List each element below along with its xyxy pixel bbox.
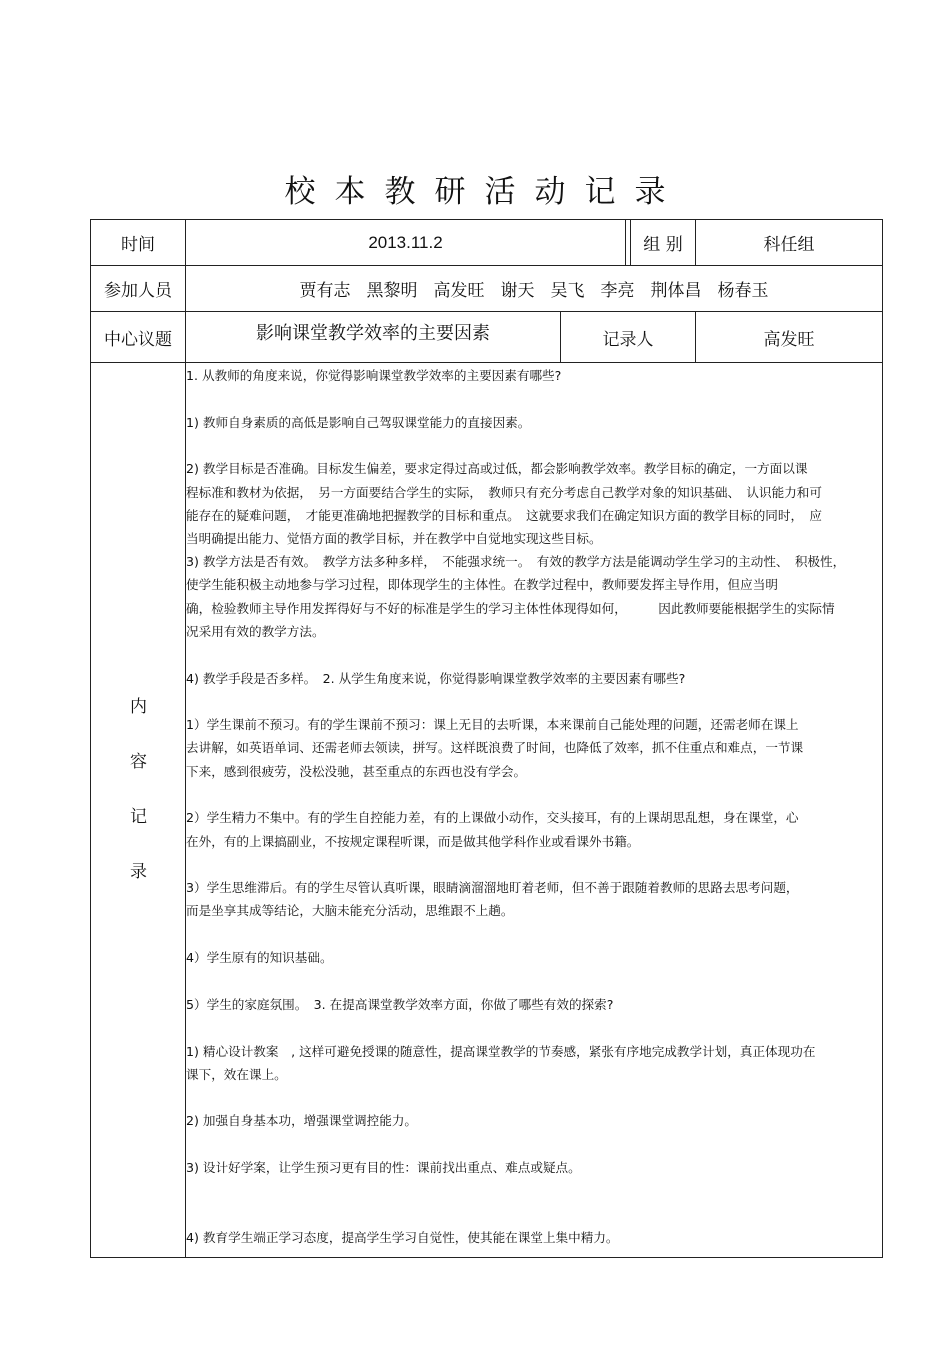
- col-divider-group-1: [625, 219, 626, 266]
- content-line: 使学生能积极主动地参与学习过程，即体现学生的主体性。在教学过程中，教师要发挥主导作用，但应当明: [186, 577, 778, 593]
- document-title: 校本教研活动记录: [284, 174, 685, 210]
- group-value: 科任组: [763, 235, 815, 255]
- participants-label: 参加人员: [104, 281, 172, 301]
- participant-name: 吴飞: [550, 281, 585, 301]
- content-line: 况采用有效的教学方法。: [186, 623, 325, 639]
- content-line: 5）学生的家庭氛围。 3. 在提高课堂教学效率方面，你做了哪些有效的探索?: [186, 996, 614, 1012]
- participant-name: 杨春玉: [717, 281, 769, 301]
- participant-name: 谢天: [500, 281, 535, 301]
- table-border-left: [90, 219, 91, 1258]
- participant-name: 高发旺: [433, 281, 485, 301]
- content-line: 1. 从教师的角度来说，你觉得影响课堂教学效率的主要因素有哪些?: [186, 368, 562, 383]
- participants-list: [186, 266, 882, 311]
- topic-value: 影响课堂教学效率的主要因素: [256, 323, 490, 344]
- participant-name: 李亮: [600, 281, 635, 301]
- content-record: [186, 364, 880, 1250]
- content-line: 课下，效在课上。: [186, 1066, 287, 1082]
- content-line: 1) 教师自身素质的高低是影响自己驾驭课堂能力的直接因素。: [186, 414, 531, 430]
- content-line: 3) 设计好学案，让学生预习更有目的性：课前找出重点、难点或疑点。: [186, 1160, 581, 1176]
- participant-name: 荆体昌: [650, 281, 702, 301]
- recorder-value: 高发旺: [763, 329, 815, 350]
- content-line: 能存在的疑难问题， 才能更准确地把握教学的目标和重点。 这就要求我们在确定知识方面的教学目标的同时， 应: [186, 507, 822, 523]
- content-line: 2）学生精力不集中。有的学生自控能力差，有的上课做小动作，交头接耳，有的上课胡思乱想，身在课堂，心: [186, 810, 799, 826]
- content-line: 2) 加强自身基本功，增强课堂调控能力。: [186, 1113, 418, 1129]
- content-line: 1）学生课前不预习。有的学生课前不预习：课上无目的去听课，本来课前自己能处理的问题，还需老师在课上: [186, 717, 799, 733]
- group-label: 组 别: [643, 235, 683, 255]
- content-label-char: 记: [130, 807, 147, 827]
- content-label-char: 容: [130, 752, 147, 772]
- content-line: 4）学生原有的知识基础。: [186, 950, 333, 966]
- content-label-char: 内: [130, 697, 147, 717]
- content-line: 程标准和教材为依据， 另一方面要结合学生的实际， 教师只有充分考虑自己教学对象的知识基础、 认识能力和可: [186, 484, 822, 500]
- content-line: 下来，感到很疲劳，没松没驰，甚至重点的东西也没有学会。: [186, 763, 527, 779]
- content-line: 而是坐享其成等结论，大脑未能充分活动，思维跟不上趟。: [186, 903, 514, 919]
- content-line: 1) 精心设计教案 , 这样可避免授课的随意性，提高课堂教学的节奏感，紧张有序地完成教学计划，真正体现功在: [186, 1043, 816, 1059]
- row-divider-3: [90, 362, 883, 363]
- content-line: 4) 教育学生端正学习态度，提高学生学习自觉性，使其能在课堂上集中精力。: [186, 1230, 619, 1246]
- content-line: 在外，有的上课搞副业，不按规定课程听课，而是做其他学科作业或看课外书籍。: [186, 833, 640, 849]
- recorder-label: 记录人: [602, 329, 654, 350]
- participant-name: 贾有志: [299, 281, 351, 301]
- content-label-char: 录: [130, 862, 147, 882]
- topic-label: 中心议题: [104, 329, 172, 350]
- content-line: 去讲解，如英语单词、还需老师去领读，拼写。这样既浪费了时间，也降低了效率，抓不住重点和难点，一节课: [186, 740, 804, 756]
- content-line: 3）学生思维滞后。有的学生尽管认真听课，眼睛滴溜溜地盯着老师，但不善于跟随着教师的思路去思考问题，: [186, 880, 799, 896]
- content-line: 4) 教学手段是否多样。 2. 从学生角度来说，你觉得影响课堂教学效率的主要因素有哪些?: [186, 670, 686, 686]
- time-value: 2013.11.2: [368, 232, 443, 252]
- content-line: 3) 教学方法是否有效。 教学方法多种多样， 不能强求统一。 有效的教学方法是能调动学生学习的主动性、 积极性，: [186, 554, 846, 570]
- participant-name: 黑黎明: [366, 281, 418, 301]
- table-border-bottom: [90, 1257, 883, 1258]
- time-label: 时间: [121, 235, 155, 255]
- content-line: 确，检验教师主导作用发挥得好与不好的标准是学生的学习主体性体现得如何， 因此教师要能根据学生的实际情: [186, 600, 835, 616]
- table-border-right: [882, 219, 883, 1258]
- content-line: 当明确提出能力、觉悟方面的教学目标，并在教学中自觉地实现这些目标。: [186, 531, 602, 547]
- content-line: 2) 教学目标是否准确。目标发生偏差，要求定得过高或过低，都会影响教学效率。教学目标的确定，一方面以课: [186, 461, 808, 477]
